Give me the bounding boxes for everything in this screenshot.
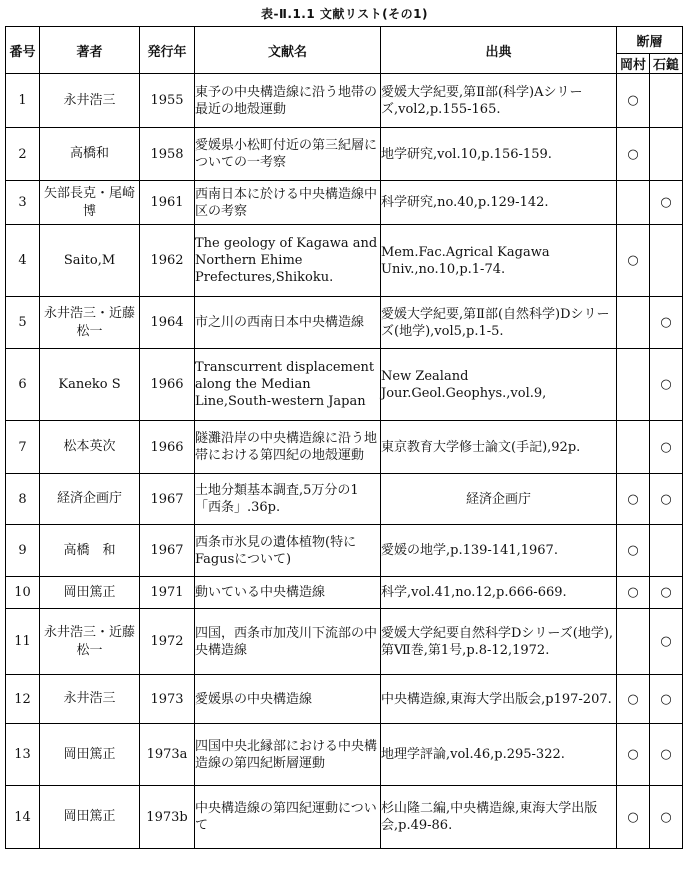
row-author: Kaneko S	[40, 349, 140, 421]
table-row	[6, 225, 683, 297]
row-year: 1966	[140, 421, 195, 474]
header-year: 発行年	[140, 27, 195, 74]
row-title: The geology of Kagawa and Northern Ehime Prefectures,Shikoku.	[195, 225, 381, 297]
row-ishizuchi-mark: ○	[650, 474, 683, 525]
row-ishizuchi-mark	[650, 74, 683, 128]
table-row	[6, 609, 683, 675]
row-okamura-mark: ○	[617, 225, 650, 297]
row-title: 西条市氷見の遺体植物(特にFagusについて)	[195, 525, 381, 577]
row-okamura-mark: ○	[617, 675, 650, 724]
row-ishizuchi-mark: ○	[650, 786, 683, 849]
header-fault-ishizuchi: 石鎚	[650, 54, 683, 74]
row-okamura-mark	[617, 349, 650, 421]
header-title: 文献名	[195, 27, 381, 74]
row-source: 地理学評論,vol.46,p.295-322.	[381, 724, 617, 786]
table-row	[6, 525, 683, 577]
header-source: 出典	[381, 27, 617, 74]
table-row	[6, 724, 683, 786]
row-source: New Zealand Jour.Geol.Geophys.,vol.9,	[381, 349, 617, 421]
row-title: 四国中央北縁部における中央構造線の第四紀断層運動	[195, 724, 381, 786]
row-year: 1962	[140, 225, 195, 297]
row-number: 11	[6, 609, 40, 675]
row-number: 12	[6, 675, 40, 724]
row-number: 8	[6, 474, 40, 525]
row-year: 1961	[140, 181, 195, 225]
row-title: 動いている中央構造線	[195, 577, 381, 609]
row-title: 愛媛県の中央構造線	[195, 675, 381, 724]
row-year: 1955	[140, 74, 195, 128]
row-number: 14	[6, 786, 40, 849]
row-title: 西南日本に於ける中央構造線中区の考察	[195, 181, 381, 225]
row-author: 永井浩三・近藤松一	[40, 297, 140, 349]
table-row	[6, 474, 683, 525]
row-source: 愛媛大学紀要自然科学Dシリーズ(地学),第Ⅶ巻,第1号,p.8-12,1972.	[381, 609, 617, 675]
table-row	[6, 74, 683, 128]
row-source: 愛媛大学紀要,第Ⅱ部(自然科学)Dシリーズ(地学),vol5,p.1-5.	[381, 297, 617, 349]
row-source: 愛媛の地学,p.139-141,1967.	[381, 525, 617, 577]
row-source: 科学研究,no.40,p.129-142.	[381, 181, 617, 225]
table-row	[6, 181, 683, 225]
row-author: Saito,M	[40, 225, 140, 297]
row-okamura-mark: ○	[617, 474, 650, 525]
row-author: 岡田篤正	[40, 786, 140, 849]
row-source: Mem.Fac.Agrical Kagawa Univ.,no.10,p.1-74.	[381, 225, 617, 297]
row-ishizuchi-mark: ○	[650, 675, 683, 724]
row-title: 市之川の西南日本中央構造線	[195, 297, 381, 349]
header-author: 著者	[40, 27, 140, 74]
row-title: 四国，西条市加茂川下流部の中央構造線	[195, 609, 381, 675]
row-year: 1967	[140, 474, 195, 525]
row-number: 7	[6, 421, 40, 474]
row-number: 13	[6, 724, 40, 786]
row-author: 永井浩三	[40, 675, 140, 724]
row-source: 杉山隆二編,中央構造線,東海大学出版会,p.49-86.	[381, 786, 617, 849]
table-row	[6, 421, 683, 474]
table-row	[6, 297, 683, 349]
row-source: 科学,vol.41,no.12,p.666-669.	[381, 577, 617, 609]
row-year: 1973b	[140, 786, 195, 849]
row-source: 地学研究,vol.10,p.156-159.	[381, 128, 617, 181]
row-okamura-mark: ○	[617, 128, 650, 181]
row-ishizuchi-mark: ○	[650, 349, 683, 421]
row-okamura-mark	[617, 421, 650, 474]
table-row	[6, 675, 683, 724]
row-year: 1973a	[140, 724, 195, 786]
row-number: 2	[6, 128, 40, 181]
row-author: 矢部長克・尾崎博	[40, 181, 140, 225]
row-number: 3	[6, 181, 40, 225]
row-title: Transcurrent displacement along the Median Line,South-western Japan	[195, 349, 381, 421]
row-year: 1972	[140, 609, 195, 675]
row-okamura-mark: ○	[617, 724, 650, 786]
table-row	[6, 128, 683, 181]
row-ishizuchi-mark: ○	[650, 181, 683, 225]
row-year: 1966	[140, 349, 195, 421]
row-okamura-mark: ○	[617, 74, 650, 128]
row-title: 愛媛県小松町付近の第三紀層についての一考察	[195, 128, 381, 181]
row-ishizuchi-mark	[650, 525, 683, 577]
row-title: 隧灘沿岸の中央構造線に沿う地帯における第四紀の地殻運動	[195, 421, 381, 474]
table-row	[6, 786, 683, 849]
row-year: 1967	[140, 525, 195, 577]
table-caption: 表-Ⅱ.1.1 文献リスト(その1)	[261, 7, 428, 21]
row-author: 高橋 和	[40, 525, 140, 577]
row-author: 松本英次	[40, 421, 140, 474]
row-number: 1	[6, 74, 40, 128]
row-okamura-mark	[617, 297, 650, 349]
row-okamura-mark: ○	[617, 786, 650, 849]
row-number: 10	[6, 577, 40, 609]
row-author: 永井浩三	[40, 74, 140, 128]
row-source: 中央構造線,東海大学出版会,p197-207.	[381, 675, 617, 724]
row-okamura-mark: ○	[617, 577, 650, 609]
row-okamura-mark	[617, 609, 650, 675]
table-row	[6, 349, 683, 421]
row-year: 1958	[140, 128, 195, 181]
row-author: 岡田篤正	[40, 577, 140, 609]
row-author: 岡田篤正	[40, 724, 140, 786]
header-fault: 断層	[617, 27, 683, 54]
row-ishizuchi-mark: ○	[650, 297, 683, 349]
row-author: 経済企画庁	[40, 474, 140, 525]
row-number: 4	[6, 225, 40, 297]
row-year: 1971	[140, 577, 195, 609]
header-number: 番号	[6, 27, 40, 74]
table-row	[6, 577, 683, 609]
row-title: 土地分類基本調査,5万分の1「西条」.36p.	[195, 474, 381, 525]
row-title: 中央構造線の第四紀運動について	[195, 786, 381, 849]
row-ishizuchi-mark: ○	[650, 577, 683, 609]
row-number: 6	[6, 349, 40, 421]
row-okamura-mark: ○	[617, 525, 650, 577]
row-ishizuchi-mark: ○	[650, 609, 683, 675]
row-ishizuchi-mark	[650, 128, 683, 181]
row-number: 9	[6, 525, 40, 577]
row-title: 東予の中央構造線に沿う地帯の最近の地殻運動	[195, 74, 381, 128]
row-number: 5	[6, 297, 40, 349]
row-year: 1973	[140, 675, 195, 724]
row-source: 東京教育大学修士論文(手記),92p.	[381, 421, 617, 474]
row-ishizuchi-mark	[650, 225, 683, 297]
row-author: 永井浩三・近藤松一	[40, 609, 140, 675]
row-source: 経済企画庁	[381, 474, 617, 525]
row-source: 愛媛大学紀要,第Ⅱ部(科学)Aシリーズ,vol2,p.155-165.	[381, 74, 617, 128]
row-ishizuchi-mark: ○	[650, 724, 683, 786]
row-author: 高橋和	[40, 128, 140, 181]
row-year: 1964	[140, 297, 195, 349]
row-ishizuchi-mark: ○	[650, 421, 683, 474]
header-fault-okamura: 岡村	[617, 54, 650, 74]
literature-table	[5, 26, 683, 849]
row-okamura-mark	[617, 181, 650, 225]
